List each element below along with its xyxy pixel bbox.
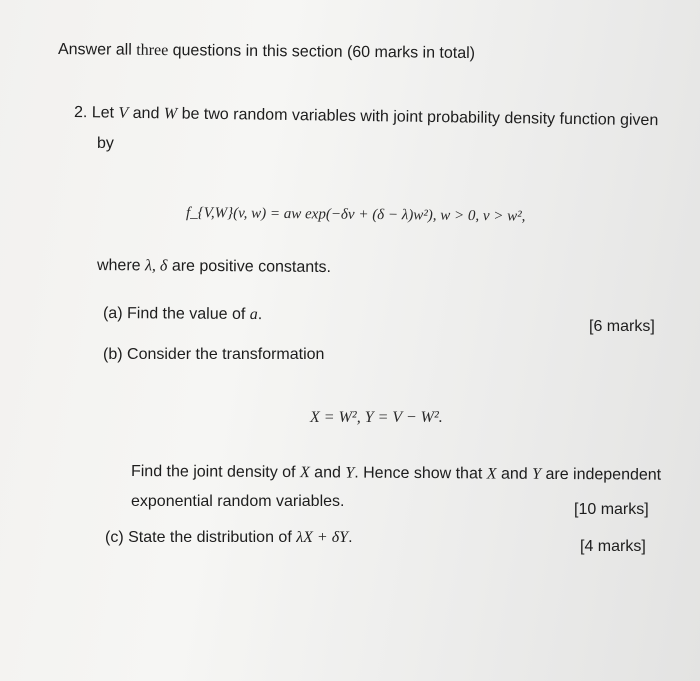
part-a-post: . bbox=[257, 306, 263, 324]
part-b-var-x: X bbox=[299, 464, 310, 482]
question-intro-line-1 bbox=[74, 103, 659, 131]
part-b-l1-and: and bbox=[309, 464, 346, 482]
transformation-formula: X = W², Y = V − W². bbox=[310, 409, 443, 426]
part-a-label: (a) bbox=[102, 305, 123, 323]
part-a-math: a bbox=[249, 306, 258, 324]
intro-text-a: Let bbox=[91, 104, 119, 122]
where-math: λ, δ bbox=[144, 257, 168, 275]
where-pre: where bbox=[96, 257, 146, 275]
pdf-formula: f_{V,W}(v, w) = aw exp(−δv + (δ − λ)w²), w > 0, v > w², bbox=[185, 205, 526, 225]
part-b-var-y2: Y bbox=[532, 465, 542, 483]
part-b-var-y: Y bbox=[345, 464, 355, 482]
part-b-l1-and2: and bbox=[496, 465, 533, 483]
where-post: are positive constants. bbox=[167, 257, 332, 277]
part-c-math: λX + δY bbox=[296, 529, 349, 546]
part-b-l1-mid: . Hence show that bbox=[354, 464, 487, 483]
part-b-label: (b) bbox=[103, 346, 123, 363]
part-a bbox=[103, 304, 262, 325]
part-a-marks: [6 marks] bbox=[589, 318, 655, 335]
var-w: W bbox=[163, 105, 178, 123]
part-b-instruction-line-1 bbox=[131, 462, 661, 486]
part-a-text: Find the value of bbox=[126, 305, 250, 324]
part-b bbox=[103, 345, 324, 365]
part-b-l1-pre: Find the joint density of bbox=[130, 463, 301, 482]
instruction-pre: Answer all bbox=[57, 41, 137, 59]
intro-text-c: be two random variables with joint probability density function given bbox=[177, 105, 659, 130]
var-v: V bbox=[118, 104, 129, 122]
part-c-marks: [4 marks] bbox=[580, 538, 646, 555]
question-intro-line-2 bbox=[97, 134, 114, 154]
part-c-text: State the distribution of bbox=[128, 529, 297, 546]
part-c bbox=[105, 528, 353, 548]
part-b-l1-post: are independent bbox=[540, 465, 662, 484]
intro-text-b: and bbox=[128, 104, 164, 123]
part-b-var-x2: X bbox=[486, 465, 497, 483]
part-b-text: Consider the transformation bbox=[127, 346, 325, 363]
part-c-label: (c) bbox=[105, 529, 124, 546]
question-number: 2. bbox=[73, 104, 88, 122]
intro-text-d: by bbox=[97, 135, 114, 152]
part-b-instruction-line-2: exponential random variables. bbox=[131, 493, 345, 510]
part-b-marks: [10 marks] bbox=[574, 501, 649, 518]
part-c-post: . bbox=[348, 529, 353, 546]
instruction-post: questions in this section (60 marks in total) bbox=[168, 42, 476, 63]
where-line bbox=[97, 256, 331, 278]
section-instruction bbox=[58, 40, 475, 64]
instruction-emphasis: three bbox=[136, 41, 169, 60]
